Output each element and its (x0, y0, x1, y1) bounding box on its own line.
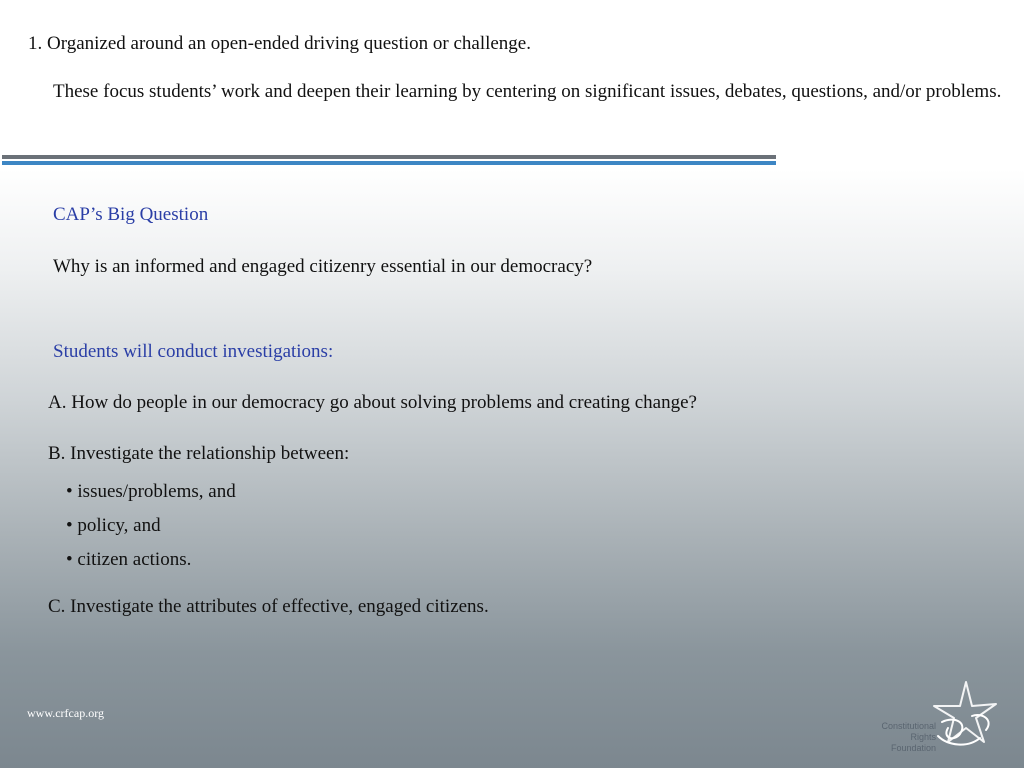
bullet-policy: • policy, and (66, 515, 161, 536)
investigations-title: Students will conduct investigations: (53, 341, 334, 362)
big-question-text: Why is an informed and engaged citizenry essential in our democracy? (53, 256, 593, 277)
logo-text-line-1: Constitutional (881, 721, 936, 731)
investigation-item-b: B. Investigate the relationship between: (48, 443, 350, 464)
bullet-citizen-actions: • citizen actions. (66, 549, 192, 570)
slide-description: These focus students’ work and deepen their learning by centering on significant issues, debates, questions, and/or problems. (53, 81, 1002, 102)
footer-url: www.crfcap.org (27, 706, 104, 720)
big-question-title: CAP’s Big Question (53, 204, 209, 225)
star-logo-icon (868, 676, 1008, 760)
divider-gray (2, 155, 776, 159)
logo-text-line-3: Foundation (890, 743, 936, 753)
investigation-item-a: A. How do people in our democracy go about solving problems and creating change? (48, 392, 697, 413)
bullet-issues: • issues/problems, and (66, 481, 236, 502)
logo-text-line-2: Rights (910, 732, 936, 742)
slide-heading: 1. Organized around an open-ended driving question or challenge. (28, 33, 531, 54)
investigation-item-c: C. Investigate the attributes of effective, engaged citizens. (48, 596, 489, 617)
divider-blue (2, 161, 776, 165)
